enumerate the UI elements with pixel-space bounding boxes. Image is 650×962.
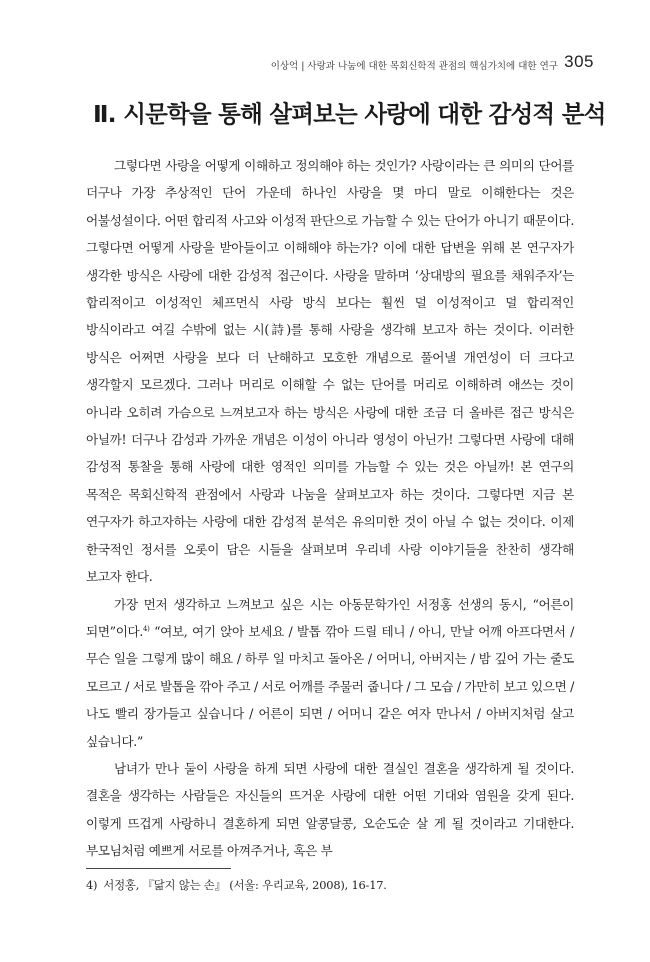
footnote <box>86 877 387 893</box>
header-article-title: 사랑과 나눔에 대한 목회신학적 관점의 핵심가치에 대한 연구 <box>307 61 558 72</box>
footnote-text: 서정홍, 『닮지 않는 손』 (서울: 우리교육, 2008), 16-17. <box>103 878 387 892</box>
header-separator: | <box>301 61 305 72</box>
section-title: Ⅱ. 시문학을 통해 살펴보는 사랑에 대한 감성적 분석 <box>93 100 606 128</box>
header-author: 이상억 <box>270 61 299 72</box>
paragraph-2 <box>86 591 574 755</box>
poem-quote: “여보, 여기 앉아 보세요 / 발톱 깎아 드릴 테니 / 아니, 만날 어깨 아프다면서 / 무슨 일을 그렇게 많이 해요 / 하루 일 마치고 돌아온 / 어머니, 아버지는 / 밤 깊어 가는 줄도 모르고 / 서로 발톱을 깎아 주고 / 서로 어깨를 주물러 줍니다 / 그 모습 / 가만히 보고 있으면 / 나도 빨리 장가들고 싶습니다 / 어른이 되면 / 어머니 같은 여자 만나서 / 아버지처럼 살고 싶습니다.” <box>86 623 574 749</box>
footnote-reference: 4) <box>143 624 150 633</box>
page-number: 305 <box>564 52 594 71</box>
paragraph-2-intro: 가장 먼저 생각하고 느껴보고 싶은 시는 아동문학가인 서정홍 선생의 동시, “어른이 되면”이다. <box>86 596 574 639</box>
footnote-number: 4) <box>86 878 98 892</box>
paragraph-1: 그렇다면 사랑을 어떻게 이해하고 정의해야 하는 것인가? 사랑이라는 큰 의미의 단어를 더구나 가장 추상적인 단어 가운데 하나인 사랑을 몇 마디 말로 이해한다는 것은 어불성설이다. 어떤 합리적 사고와 이성적 판단으로 가늠할 수 있는 단어가 아니기 때문이다. 그렇다면 어떻게 사랑을 받아들이고 이해해야 하는가? 이에 대한 답변을 위해 본 연구자가 생각한 방식은 사랑에 대한 감성적 접근이다. 사랑을 말하며 ‘상대방의 필요를 채워주자’는 합리적이고 이성적인 체프먼식 사랑 방식 보다는 훨씬 덜 이성적이고 덜 합리적인 방식이라고 여길 수밖에 없는 시(詩)를 통해 사랑을 생각해 보고자 하는 것이다. 이러한 방식은 어쩌면 사랑을 보다 더 난해하고 모호한 개념으로 풀어낼 개연성이 더 크다고 생각할지 모르겠다. 그러나 머리로 이해할 수 없는 단어를 머리로 이해하려 애쓰는 것이 아니라 오히려 가슴으로 느껴보고자 하는 방식은 사랑에 대한 조금 더 올바른 접근 방식은 아닐까! 더구나 감성과 가까운 개념은 이성이 아니라 영성이 아닌가! 그렇다면 사랑에 대해 감성적 통찰을 통해 사랑에 대한 영적인 의미를 가늠할 수 있는 것은 아닐까! 본 연구의 목적은 목회신학적 관점에서 사랑과 나눔을 살펴보고자 하는 것이다. 그렇다면 지금 본 연구자가 하고자하는 사랑에 대한 감성적 분석은 유의미한 것이 아닐 수 없는 것이다. 이제 한국적인 정서를 오롯이 담은 시들을 살펴보며 우리네 사랑 이야기들을 찬찬히 생각해 보고자 한다. <box>86 158 574 585</box>
body-text <box>86 152 574 865</box>
running-header <box>271 58 558 72</box>
paragraph-3: 남녀가 만나 둘이 사랑을 하게 되면 사랑에 대한 결실인 결혼을 생각하게 될 것이다. 결혼을 생각하는 사람들은 자신들의 뜨거운 사랑에 대한 어떤 기대와 염원을 갖게 된다. 이렇게 뜨겁게 사랑하니 결혼하게 되면 알콩달콩, 오순도순 살 게 될 것이라고 기대한다. 부모님처럼 예쁘게 서로를 아껴주거나, 혹은 부 <box>86 760 574 859</box>
footnote-divider <box>86 868 231 869</box>
